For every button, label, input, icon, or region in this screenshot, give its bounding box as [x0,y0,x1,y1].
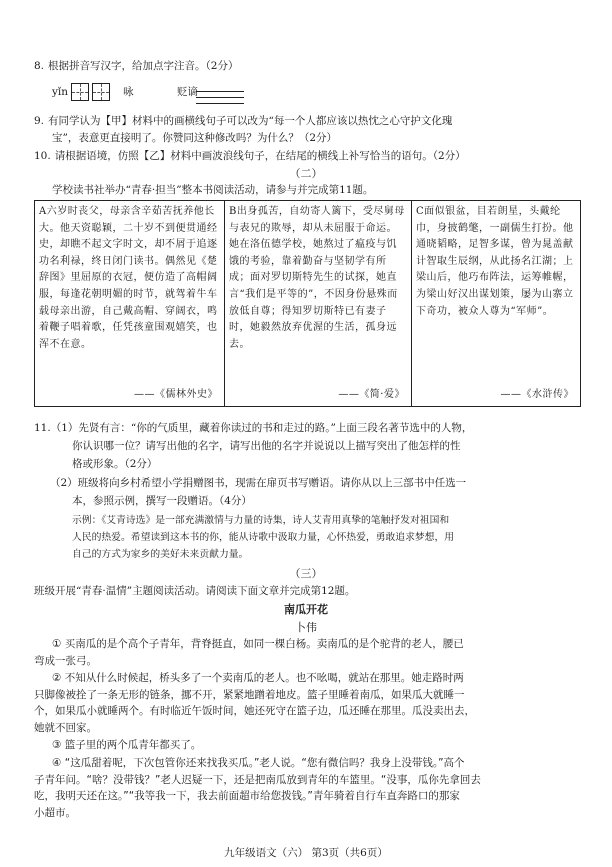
question-10-text: 请根据语境，仿照【乙】材料中画波浪线句子，在结尾的横线上补写恰当的语句。（2分） [54,150,466,162]
excerpt-a [35,201,225,406]
word-with-dot: 贬谪 [176,86,198,98]
excerpt-b-text: B出身孤苦，自幼寄人篱下，受尽舅母与表兄的欺辱，却从未屈服于命运。她在洛伍德学校，她熬过了瘟疫与饥饿的考验，靠着勤奋与坚韧学有所成；面对罗切斯特先生的试探，她直言“我们是平等的”，不因身份悬殊而放低自尊；得知罗切斯特已有妻子时，她毅然放弃优渥的生活，孤身远去。 [229,206,405,350]
article-paragraph-1 [34,636,464,669]
excerpt-c-source: ——《水浒传》 [500,389,574,401]
paragraph-line: ④ “这瓜甜着呢，下次包管你还来找我买瓜。”老人说。“您有微信吗？我身上没带钱。”高个 [52,757,465,769]
part-2-label: （2） [50,477,78,489]
pinyin-label: yǐn [52,86,69,98]
article-paragraph-4 [34,755,481,821]
page-footer: 九年级语文（六） 第3页（共6页） [224,847,388,859]
section-2-title: （二） [289,167,323,180]
char-after-box: 咏 [123,86,134,98]
question-9-line2: 宝”，表意更直接明了。你赞同这种修改吗？为什么？（2分） [52,132,338,144]
question-10 [34,148,466,165]
paragraph-line: 吃，我明天还在这。”“我等我一下，我去前面超市给您拨钱。”青年骑着自行车直奔路口的那家 [34,790,460,802]
question-8-text: 根据拼音写汉字，给加点字注音。（2分） [48,60,239,72]
excerpt-a-text: A六岁时丧父，母亲含辛茹苦抚养他长大。他天资聪颖，二十岁不到便贯通经史，却瞧不起文字时文，却不屑于追逐功名利禄，终日闭门读书。偶然见《楚辞图》里屈原的衣冠，便仿造了高帽阔服，每逢花朝明媚的时节，就驾着牛车载母亲出游，自己戴高帽、穿阔衣，鸣着鞭子唱着歌，任凭孩童围观嬉笑，也浑不在意。 [39,206,218,350]
paragraph-line: 个，如果瓜小就睡两个。有时临近午饭时间，她还死守在篮子边，瓜还睡在那里。瓜没卖出去， [34,705,475,717]
question-9-line1 [34,113,452,130]
question-11-part1-line2: 你认识哪一位？请写出他的名字，请写出他的名字并说说以上描写突出了他怎样的性 [72,440,461,452]
section-3-intro: 班级开展“青春·温情”主题阅读活动。请阅读下面文章并完成第12题。 [34,585,356,597]
question-11-number: 11. [34,422,51,434]
tianzige-box[interactable] [92,83,110,101]
article-paragraph-3 [52,737,201,754]
question-11-part1-line1 [34,420,472,437]
question-8-answer-row [52,83,198,103]
example-line1: 示例：《艾青诗选》是一部充满激情与力量的诗集，诗人艾青用真挚的笔触抒发对祖国和 [72,515,450,526]
excerpt-b [225,201,412,406]
question-11-part2-line2: 本，参照示例，撰写一段赠语。（4分） [72,495,252,507]
question-8 [34,58,238,75]
question-8-number: 8. [34,60,45,72]
tianzige-box[interactable] [71,83,89,101]
section-3-title: （三） [289,567,323,580]
part-1-text: 先贤有言：“你的气质里，藏着你读过的书和走过的路。”上面三段名著节选中的人物， [78,422,473,434]
excerpt-c-text: C面似银盆，目若朗星，头戴纶巾，身披鹤氅，一副儒生打扮。他通晓韬略，足智多谋，曾为晁盖献计智取生辰纲，从此扬名江湖；上梁山后，他巧布阵法，运筹帷幄，为梁山好汉出谋划策，屡为山寨立下奇功，被众人尊为“军师”。 [416,206,574,317]
question-8-answer-lines[interactable] [196,86,244,104]
article-title: 南瓜开花 [284,603,328,616]
section-2-intro: 学校读书社举办“青春·担当”整本书阅读活动，请参与并完成第11题。 [52,184,374,196]
paragraph-line: 只脚像被拴了一条无形的链条，挪不开，紧紧地蹭着地皮。篮子里睡着南瓜，如果瓜大就睡一 [34,688,465,701]
paragraph-line: 子青年问。“啥？没带钱？”老人迟疑一下，还是把南瓜放到青年的车篮里。“没事，瓜你先拿回去 [34,773,481,786]
paragraph-line: ① 买南瓜的是个高个子青年，背脊挺直，如同一棵白杨。卖南瓜的是个驼背的老人，腰已 [52,638,464,650]
question-10-number: 10. [34,150,51,162]
paragraph-line: ② 不知从什么时候起，桥头多了一个卖南瓜的老人。也不吆喝，就站在那里。她走路时两 [52,672,464,684]
paragraph-line: 她就不回家。 [34,721,97,734]
paragraph-line: ③ 篮子里的两个瓜青年都买了。 [52,739,202,751]
question-11-part2-line1 [50,475,466,492]
example-line3: 自己的方式为家乡的美好未来贡献力量。 [72,549,249,560]
question-9-number: 9. [34,115,45,127]
excerpt-b-source: ——《简·爱》 [338,389,405,401]
paragraph-line: 弯成一张弓。 [34,654,97,667]
excerpt-c [412,201,580,406]
article-author: 卜伟 [295,621,317,634]
excerpt-a-source: ——《儒林外史》 [134,389,218,401]
question-11-part1-line3: 格或形象。（2分） [72,458,158,470]
answer-line[interactable] [196,98,244,104]
question-9-text: 有同学认为【甲】材料中的画横线句子可以改为“每一个人都应该以热忱之心守护文化瑰 [48,115,453,127]
article-paragraph-2 [34,670,475,736]
part-1-label: （1） [50,422,79,434]
book-excerpts-table [34,200,581,407]
paragraph-line: 小超市。 [34,806,76,819]
part-2-text: 班级将向乡村希望小学捐赠图书，现需在扉页书写赠语。请你从以上三部书中任选一 [77,477,467,489]
example-line2: 人民的热爱。希望读到这本书的你，能从诗歌中汲取力量，心怀热爱，勇敢追求梦想，用 [72,532,455,543]
